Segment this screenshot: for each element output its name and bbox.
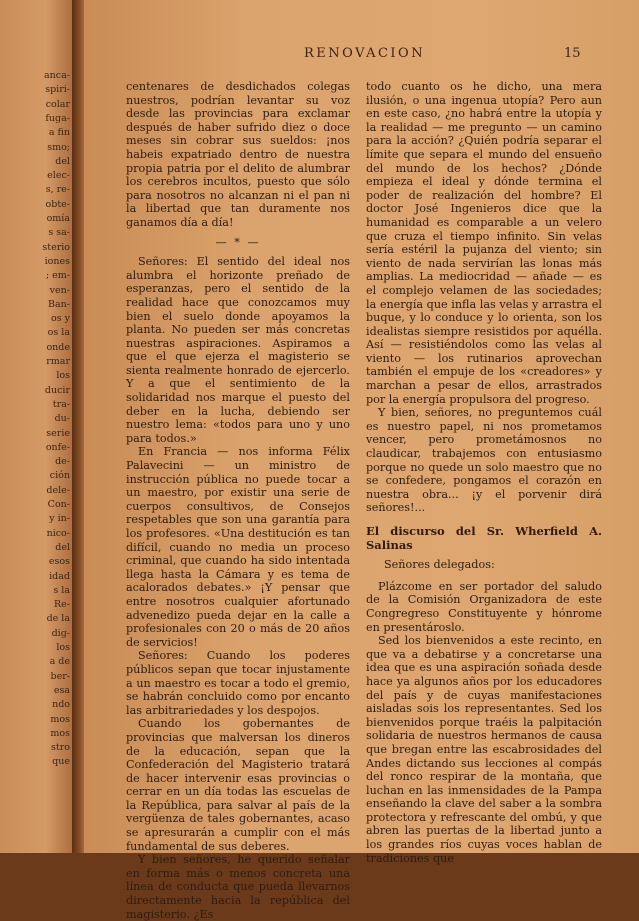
paragraph: Señores: El sentido del ideal nos alumbra el horizonte preñado de esperanzas, pero el sentido de la realidad hace que conozcamos muy bien el suelo donde apoyamos la planta. No pueden ser más concretas nuestras aspiraciones. Aspiramos a que el que ejerza el magisterio se sienta realmente honrado de ejercerlo. Y a que el sentimiento de la solidaridad nos marque el puesto del deber en la lucha, debiendo ser nuestro lema: «todos para uno y uno para todos.»	[126, 255, 350, 445]
left-page-text-fragment: de-	[55, 456, 70, 468]
left-page-text-fragment: iones	[44, 255, 70, 267]
paragraph: Plázcome en ser portador del saludo de la Comisión Organizadora de este Congregreso Constituyente y hónrome en presentároslo.	[366, 579, 602, 634]
left-page-text-fragment: ber-	[50, 670, 70, 682]
left-page-text-fragment: du-	[54, 413, 70, 425]
left-page-text-fragment: fuga-	[45, 112, 70, 124]
left-page-text-fragment: de la	[46, 613, 70, 625]
paragraph: Y bien señores, he querido señalar en forma más o menos concreta una línea de conducta que pueda llevarnos directamente hacia la república del magisterio. ¿Es	[126, 853, 350, 921]
left-page-text-fragment: onde	[46, 341, 70, 353]
left-page-text-fragment: esa	[53, 684, 70, 696]
paragraph: Señores: Cuando los poderes públicos sepan que tocar injustamente a un maestro es tocar a todo el gremio, se habrán concluido como por encanto las arbitrariedades y los despojos.	[126, 649, 350, 717]
paragraph: centenares de desdichados colegas nuestros, podrían levantar su voz desde las provincias para exclamar después de haber sufrido diez o doce meses sin cobrar sus sueldos: ¡nos habeis expatriado dentro de nuestra propia patria por el delito de alumbrar los cerebros incultos, puesto que sólo para nosotros no alcanzan ni el pan ni la libertad que tan duramente nos ganamos día a día!	[126, 80, 350, 229]
left-page-text-fragment: smo;	[47, 141, 70, 153]
left-page-text-fragment: s, re-	[45, 184, 70, 196]
paragraph: todo cuanto os he dicho, una mera ilusión, o una ingenua utopía? Pero aun en este caso, ¿no habrá entre la utopía y la realidad — me pregunto — un camino para la acción? ¿Quién podría separar el límite que separa el mundo del ensueño del mundo de los hechos? ¿Dónde empieza el ideal y dónde termina el poder de realización del hombre? El doctor José Ingenieros dice que la humanidad es comparable a un velero que cruza el tiempo infinito. Sin velas sería estéril la pujanza del viento; sin viento de nada servirían las lonas más amplias. La mediocridad — añade — es el complejo velamen de las sociedades; la energía que infla las velas y arrastra el buque, y lo conduce y lo orienta, son los idealistas siempre resistidos por aquélla. Así — resistiéndolos como las velas al viento — los rutinarios aprovechan también el empuje de los «creadores» y marchan a pesar de ellos, arrastrados por la energía propulsora del progreso.	[366, 80, 602, 406]
left-page-text-fragment: a fin	[48, 127, 70, 139]
paragraph: Sed los bienvenidos a este recinto, en que va a debatirse y a concretarse una idea que es una aspiración soñada desde hace ya algunos años por los educadores del país y de cuyas manifestaciones aisladas sois los representantes. Sed los bienvenidos porque traéis la palpitación solidaria de nuestros hermanos de causa que bregan entre las escabrosidades del Andes dictando sus lecciones al compás del ronco respirar de la montaña, que luchan en las inmensidades de la Pampa enseñando la clave del saber a la sombra protectora y refrescante del ombú, y que abren las puertas de la libertad junto a los grandes ríos cuyas voces hablan de tradiciones que	[366, 634, 602, 865]
paragraph: En Francia — nos informa Félix Palavecini — un ministro de instrucción pública no puede tocar a un maestro, por existir una serie de cuerpos consultivos, de Consejos respetables que son una garantía para los profesores. «Una destitución es tan difícil, cuando no media un proceso criminal, que cuando ha sido intentada llega hasta la Cámara y es tema de acalorados debates.» ¡Y pensar que entre nosotros cualquier afortunado advenedizo pueda dejar en la calle a profesionales con 20 o más de 20 años de servicios!	[126, 445, 350, 649]
left-page-text-fragment: spiri-	[45, 84, 70, 96]
section-heading: El discurso del Sr. Wherfield A. Salinas	[366, 524, 602, 552]
right-page	[84, 0, 639, 921]
left-page-text-fragment: anca-	[44, 70, 70, 81]
left-page-text-fragment: onfe-	[45, 441, 70, 453]
left-page-text-fragment: colar	[45, 98, 70, 110]
left-page-text-fragment: s sa-	[48, 227, 70, 239]
left-page-text-fragment: serie	[46, 427, 70, 439]
left-page-text-fragment: ndo	[52, 699, 70, 711]
left-page-text-fragment: ven-	[49, 284, 70, 296]
left-page-text-fragment: idad	[49, 570, 70, 582]
left-page-margin	[0, 0, 76, 853]
left-page-text-fragment: obte-	[45, 198, 70, 210]
left-page-text-fragment: dig-	[51, 627, 70, 639]
left-page-text-fragment: y in-	[49, 513, 70, 525]
left-page-text-fragment: que	[52, 756, 70, 768]
left-page-text-fragment: sterio	[42, 241, 70, 253]
left-page-text-fragment: Ban-	[48, 298, 70, 310]
left-page-text-fragment: del	[55, 541, 70, 553]
paragraph: Señores delegados:	[384, 558, 495, 572]
left-page-text-fragment: nico-	[46, 527, 70, 539]
left-page-text-fragment: esos	[48, 556, 70, 568]
left-page-text-fragment: dele-	[46, 484, 70, 496]
left-page-text-fragment: tra-	[52, 398, 70, 410]
left-page-text-fragment: Con-	[47, 499, 70, 510]
page-number: 15	[564, 46, 581, 61]
paragraph: — * —	[215, 235, 261, 249]
left-page-text-fragment: os y	[51, 313, 70, 325]
left-page-text-fragment: s la	[53, 584, 70, 596]
left-page-text-fragment: elec-	[47, 170, 70, 182]
left-page-text-fragment: mos	[50, 727, 70, 739]
left-page-text-fragment: rmar	[46, 356, 70, 367]
left-page-text-fragment: omía	[46, 213, 70, 224]
left-page-text-fragment: a de	[49, 656, 70, 668]
left-page-text-fragment: los	[56, 370, 70, 382]
left-page-text-fragment: ducir	[44, 384, 70, 396]
left-page-text-fragment: Re-	[54, 599, 70, 611]
left-page-text-fragment: ción	[49, 470, 70, 482]
running-header: RENOVACION	[304, 46, 426, 61]
text-column-right	[366, 80, 602, 865]
paragraph: Cuando los gobernantes de provincias que malversan los dineros de la educación, sepan que la Confederación del Magisterio tratará de hacer intervenir esas provincias o cerrar en un día todas las escuelas de la República, para salvar al país de la vergüenza de tales gobernantes, acaso se apresurarán a cumplir con el más fundamental de sus deberes.	[126, 717, 350, 853]
left-page-text-fragment: mos	[50, 713, 70, 725]
left-page-text-fragment: os la	[47, 327, 70, 339]
paragraph: Y bien, señores, no preguntemos cuál es nuestro papel, ni nos prometamos vencer, pero prometámosnos no claudicar, trabajemos con entusiasmo porque no quede un solo maestro que no se confedere, pongamos el corazón en nuestra obra... ¡y el porvenir dirá señores!...	[366, 406, 602, 515]
text-column-left	[126, 80, 350, 921]
left-page-text-fragment: ; em-	[45, 270, 70, 282]
left-page-text-fragment: stro	[51, 742, 70, 754]
left-page-text-fragment: los	[56, 642, 70, 653]
left-page-text-fragment: del	[55, 155, 70, 167]
